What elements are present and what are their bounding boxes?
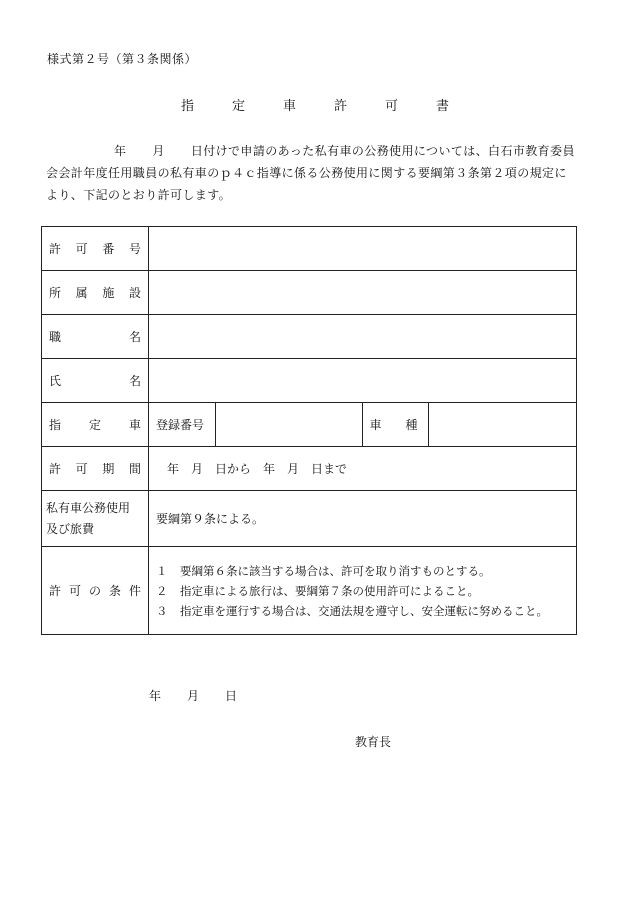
row-period	[42, 447, 577, 491]
facility-field[interactable]	[149, 271, 577, 315]
label-expenses: 私有車公務使用 及び旅費	[42, 491, 149, 547]
row-name	[42, 359, 577, 403]
label-vehicle-type: 車 種	[362, 403, 428, 446]
form-number: 様式第２号（第３条関係）	[47, 52, 198, 66]
row-position	[42, 315, 577, 359]
label-position: 職 名	[42, 315, 149, 359]
conditions-list	[149, 547, 577, 635]
issue-date: 年 月 日	[149, 689, 238, 703]
label-permit-number: 許 可 番 号	[42, 227, 149, 271]
row-permit-number	[42, 227, 577, 271]
row-vehicle	[42, 403, 577, 447]
condition-item: ３ 指定車を運行する場合は、交通法規を遵守し、安全運転に努めること。	[156, 603, 548, 618]
period-field[interactable]: 年 月 日から 年 月 日まで	[149, 447, 577, 491]
label-period: 許 可 期 間	[42, 447, 149, 491]
condition-item: ２ 指定車による旅行は、要綱第７条の使用許可によること。	[156, 583, 479, 598]
registration-number-field[interactable]	[215, 403, 362, 446]
label-vehicle: 指 定 車	[42, 403, 149, 447]
permit-number-field[interactable]	[149, 227, 577, 271]
label-name: 氏 名	[42, 359, 149, 403]
label-facility: 所 属 施 設	[42, 271, 149, 315]
condition-item: １ 要綱第６条に該当する場合は、許可を取り消すものとする。	[156, 563, 491, 578]
name-field[interactable]	[149, 359, 577, 403]
row-conditions	[42, 547, 577, 635]
document-title: 指 定 車 許 可 書	[180, 99, 450, 114]
vehicle-type-field[interactable]	[428, 403, 576, 446]
row-facility	[42, 271, 577, 315]
signer-title: 教育長	[355, 735, 392, 749]
intro-paragraph: 年 月 日付けで申請のあった私有車の公務使用については、白石市教育委員 会会計年度任用職員の私有車のｐ４ｃ指導に係る公務使用に関する要綱第３条第２項の規定に より、下記のとおり許可します。	[46, 144, 575, 202]
expenses-field: 要綱第９条による。	[149, 491, 577, 547]
position-field[interactable]	[149, 315, 577, 359]
row-expenses	[42, 491, 577, 547]
label-conditions: 許 可 の 条 件	[42, 547, 149, 635]
permit-table	[41, 226, 577, 635]
label-registration-number: 登録番号	[149, 403, 215, 446]
